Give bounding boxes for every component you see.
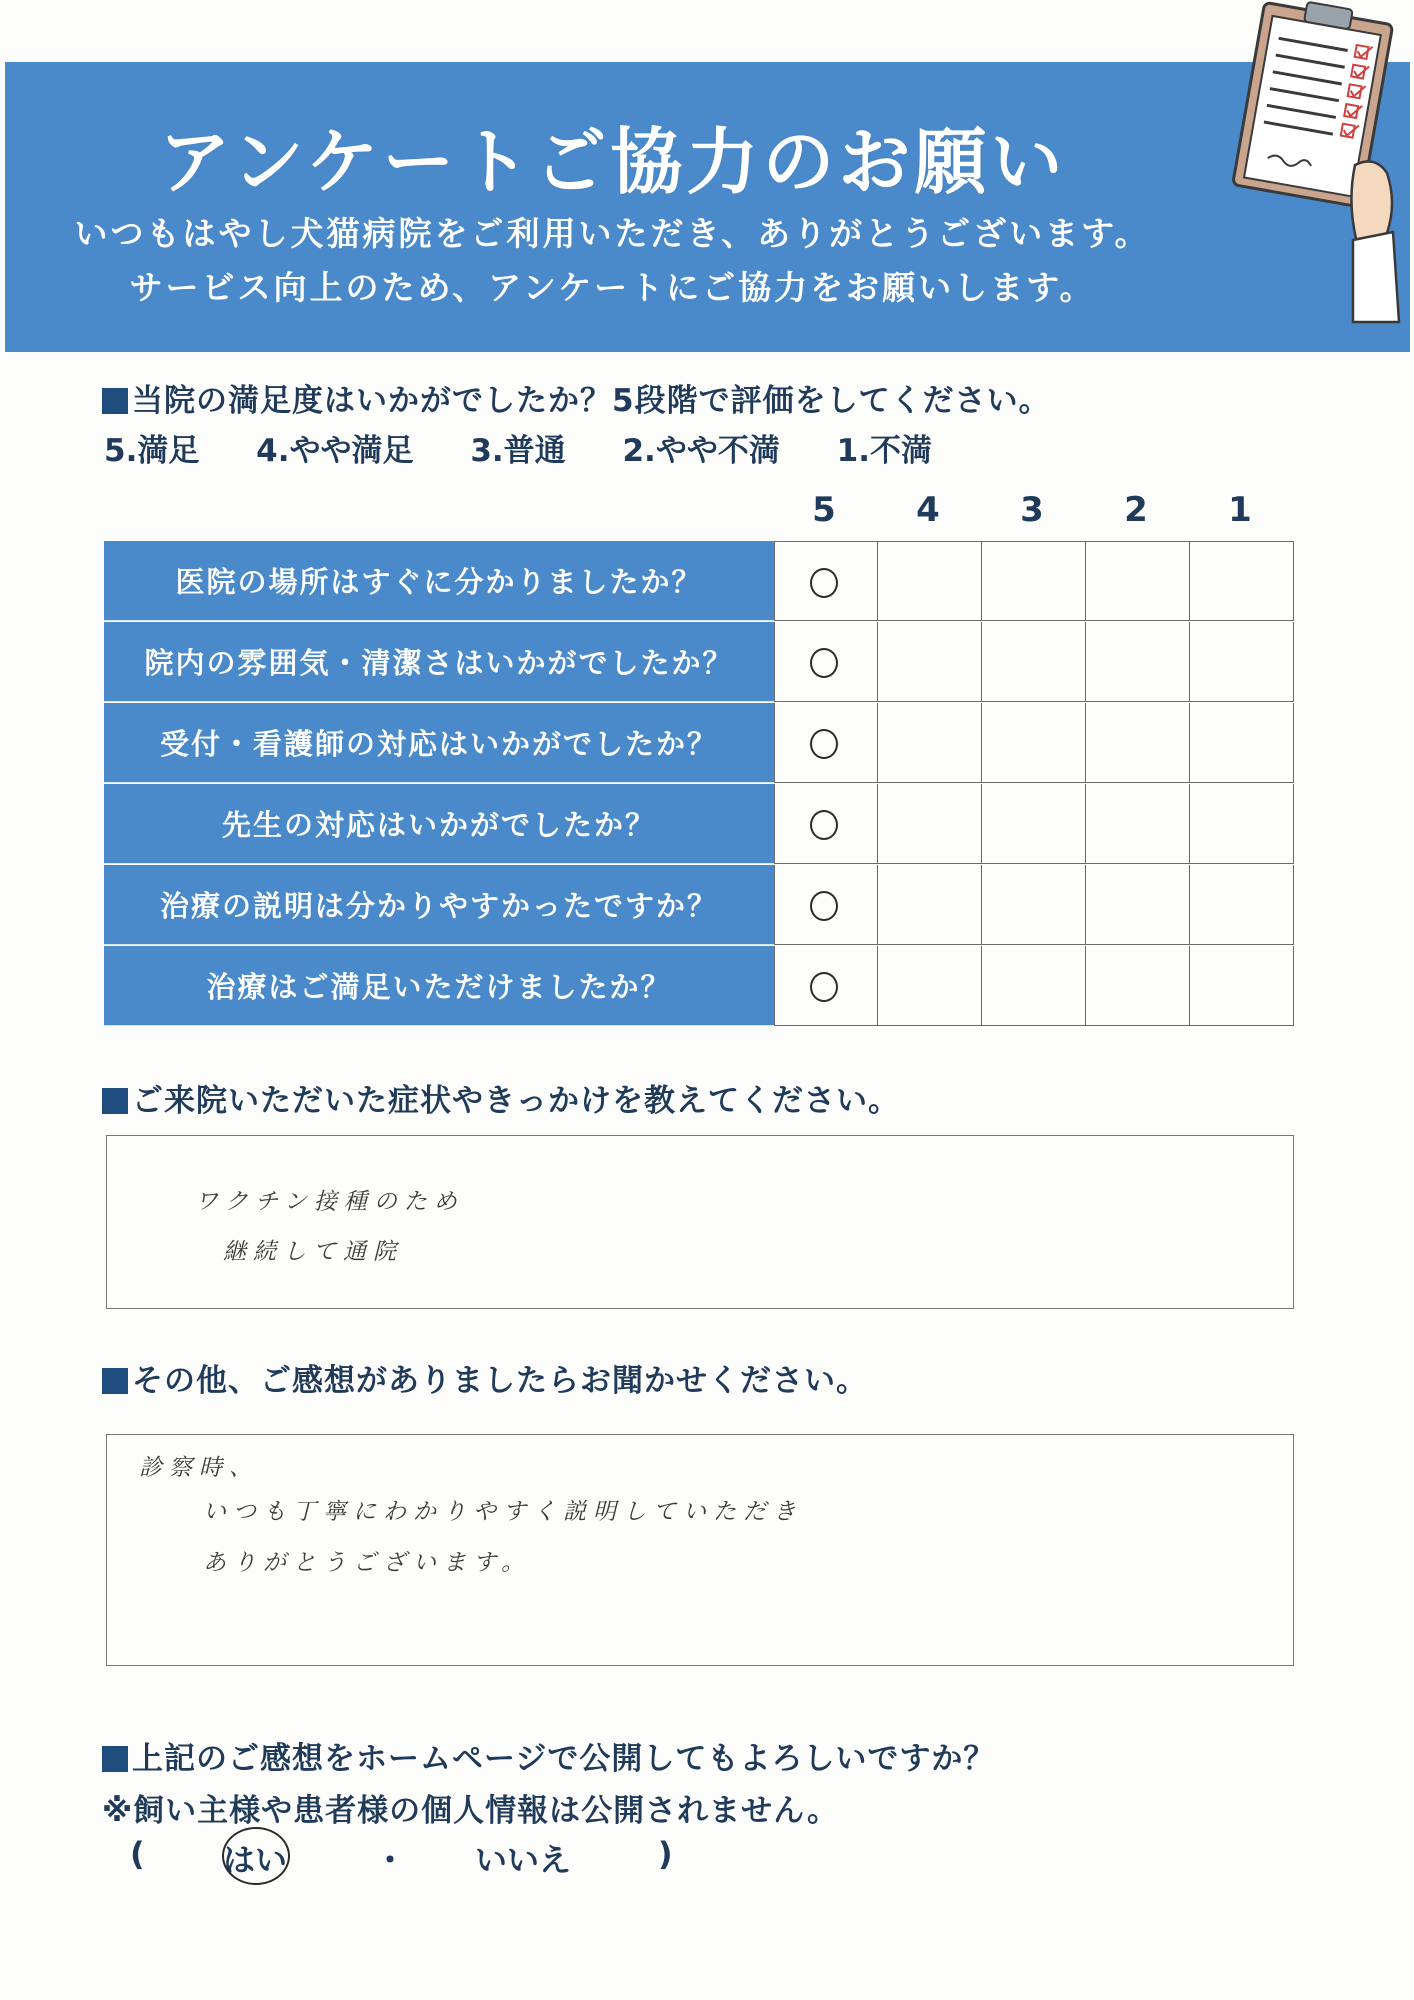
rating-cell-2[interactable] (1086, 865, 1190, 945)
scale-label: 1.不満 (836, 433, 932, 469)
rating-cell-5[interactable] (774, 622, 878, 702)
column-header: 1 (1228, 490, 1252, 530)
question-row (104, 703, 1294, 783)
column-header: 4 (916, 490, 940, 530)
rating-cell-5[interactable] (774, 541, 878, 621)
rating-cell-3[interactable] (982, 784, 1086, 864)
question-row (104, 865, 1294, 945)
rating-cell-1[interactable] (1190, 865, 1294, 945)
rating-cell-1[interactable] (1190, 946, 1294, 1026)
column-header: 3 (1020, 490, 1044, 530)
question-label: 治療の説明は分かりやすかったですか？ (104, 865, 774, 945)
question-label: 受付・看護師の対応はいかがでしたか？ (104, 703, 774, 783)
question-row (104, 622, 1294, 702)
circle-mark-icon (810, 648, 838, 678)
rating-cell-2[interactable] (1086, 784, 1190, 864)
handwritten-answer-line: ワクチン接種のため (195, 1189, 464, 1215)
circle-mark-icon (810, 972, 838, 1002)
column-header: 2 (1124, 490, 1148, 530)
rating-cell-3[interactable] (982, 946, 1086, 1026)
rating-cell-2[interactable] (1086, 622, 1190, 702)
question-row (104, 541, 1294, 621)
question-label: 院内の雰囲気・清潔さはいかがでしたか？ (104, 622, 774, 702)
comments-heading: その他、ご感想がありましたらお聞かせください。 (102, 1355, 868, 1400)
question-label: 治療はご満足いただけましたか？ (104, 946, 774, 1026)
handwritten-answer-line: いつも丁寧にわかりやすく説明していただき (203, 1499, 803, 1525)
comments-answer-box[interactable] (106, 1434, 1294, 1666)
privacy-note: ※飼い主様や患者様の個人情報は公開されません。 (102, 1793, 839, 1829)
rating-cell-5[interactable] (774, 946, 878, 1026)
circle-mark-icon (810, 729, 838, 759)
selected-circle-mark (222, 1827, 290, 1885)
rating-cell-3[interactable] (982, 541, 1086, 621)
square-bullet-icon (102, 1088, 128, 1114)
publish-choice (130, 1835, 690, 1885)
square-bullet-icon (102, 1368, 128, 1394)
satisfaction-table (104, 541, 1294, 1027)
rating-cell-5[interactable] (774, 703, 878, 783)
rating-cell-5[interactable] (774, 784, 878, 864)
rating-cell-4[interactable] (878, 703, 982, 783)
rating-cell-1[interactable] (1190, 622, 1294, 702)
intro-text-line-2: サービス向上のため、アンケートにご協力をお願いします。 (129, 268, 1096, 307)
scale-label: 4.やや満足 (256, 433, 414, 469)
rating-cell-3[interactable] (982, 703, 1086, 783)
satisfaction-heading: 当院の満足度はいかがでしたか？5段階で評価をしてください。 (102, 375, 1051, 420)
clipboard-illustration-icon (1205, 0, 1414, 330)
reason-answer-box[interactable] (106, 1135, 1294, 1309)
handwritten-answer-line: ありがとうございます。 (203, 1550, 532, 1576)
square-bullet-icon (102, 1746, 128, 1772)
yes-option[interactable]: はい (223, 1841, 288, 1879)
rating-cell-2[interactable] (1086, 541, 1190, 621)
rating-cell-2[interactable] (1086, 703, 1190, 783)
circle-mark-icon (810, 810, 838, 840)
scale-label: 3.普通 (470, 433, 566, 469)
question-label: 先生の対応はいかがでしたか？ (104, 784, 774, 864)
reason-heading: ご来院いただいた症状やきっかけを教えてください。 (102, 1075, 900, 1120)
handwritten-answer-line: 診察時、 (139, 1455, 259, 1481)
rating-cell-1[interactable] (1190, 784, 1294, 864)
rating-cell-4[interactable] (878, 865, 982, 945)
page-title: アンケートご協力のお願い (158, 120, 1067, 204)
question-row (104, 784, 1294, 864)
publish-heading: 上記のご感想をホームページで公開してもよろしいですか？ (102, 1733, 995, 1778)
rating-cell-5[interactable] (774, 865, 878, 945)
rating-cell-4[interactable] (878, 946, 982, 1026)
open-paren: ( (130, 1835, 145, 1873)
option-separator: ・ (374, 1841, 407, 1879)
rating-cell-3[interactable] (982, 865, 1086, 945)
close-paren: ) (658, 1835, 673, 1873)
rating-scale-legend (104, 425, 978, 470)
question-row (104, 946, 1294, 1026)
rating-cell-4[interactable] (878, 784, 982, 864)
scale-label: 5.満足 (104, 433, 200, 469)
circle-mark-icon (810, 891, 838, 921)
rating-cell-1[interactable] (1190, 541, 1294, 621)
rating-cell-4[interactable] (878, 541, 982, 621)
circle-mark-icon (810, 568, 838, 598)
rating-cell-2[interactable] (1086, 946, 1190, 1026)
intro-text-line-1: いつもはやし犬猫病院をご利用いただき、ありがとうございます。 (74, 214, 1151, 253)
question-label: 医院の場所はすぐに分かりましたか？ (104, 541, 774, 621)
scale-label: 2.やや不満 (622, 433, 780, 469)
rating-column-headers (772, 490, 1292, 530)
rating-cell-3[interactable] (982, 622, 1086, 702)
rating-cell-4[interactable] (878, 622, 982, 702)
no-option[interactable]: いいえ (475, 1841, 572, 1879)
square-bullet-icon (102, 388, 128, 414)
rating-cell-1[interactable] (1190, 703, 1294, 783)
handwritten-answer-line: 継続して通院 (223, 1239, 403, 1265)
column-header: 5 (812, 490, 836, 530)
